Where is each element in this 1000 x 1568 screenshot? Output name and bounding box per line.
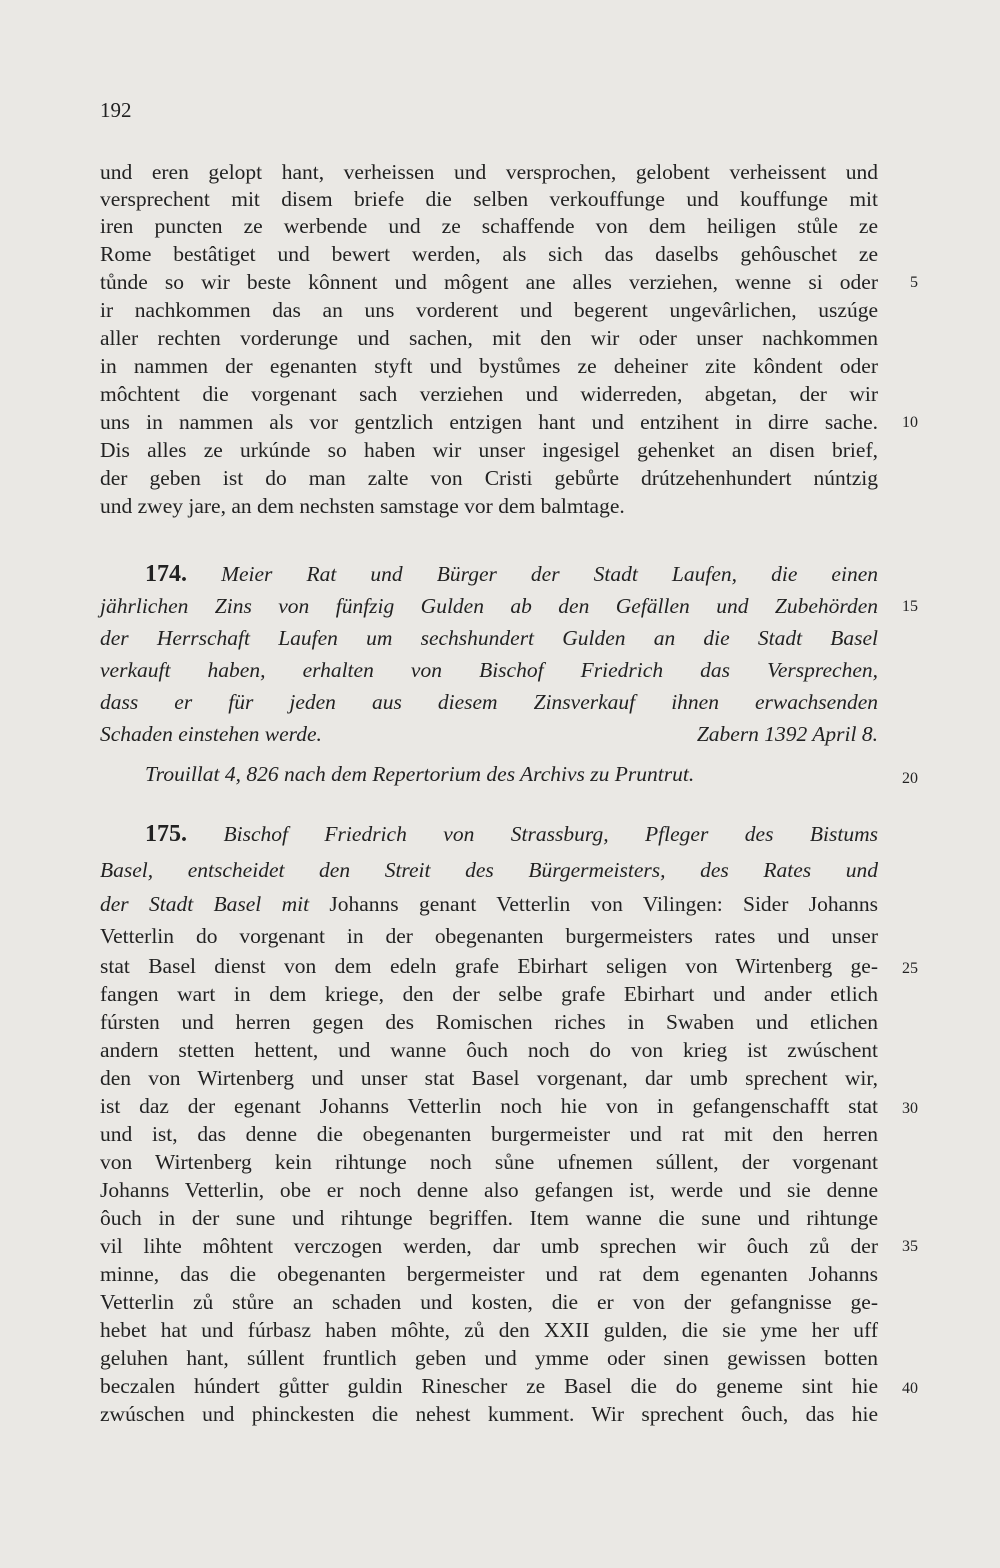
entry-body-line: zwúschen und phinckesten die nehest kumment. Wir sprechent ôuch, das hie xyxy=(100,1402,878,1426)
entry-heading-text: der Stadt Basel mit xyxy=(100,892,310,916)
body-line: ir nachkommen das an uns vorderent und begerent ungevârlichen, uszúge xyxy=(100,298,878,322)
entry-date: Zabern 1392 April 8. xyxy=(696,722,878,746)
body-line: uns in nammen als vor gentzlich entzigen hant und entzihent in dirre sache. xyxy=(100,410,878,434)
margin-line-number: 25 xyxy=(902,960,918,977)
entry-body-line: stat Basel dienst von dem edeln grafe Ebirhart seligen von Wirtenberg ge- xyxy=(100,954,878,978)
entry-number: 175. xyxy=(145,821,187,847)
margin-line-number: 20 xyxy=(902,770,918,787)
entry-heading-line xyxy=(145,560,878,588)
body-line: Rome bestâtiget und bewert werden, als sich das daselbs gehôuschet ze xyxy=(100,242,878,266)
entry-heading-line: dass er für jeden aus diesem Zinsverkauf ihnen erwachsenden xyxy=(100,690,878,714)
entry-body-line: ôuch in der sune und rihtunge begriffen. Item wanne die sune und rihtunge xyxy=(100,1206,878,1230)
entry-body-line: Johanns Vetterlin, obe er noch denne also gefangen ist, werde und sie denne xyxy=(100,1178,878,1202)
entry-body-line: den von Wirtenberg und unser stat Basel vorgenant, dar umb sprechent wir, xyxy=(100,1066,878,1090)
entry-body-line: fúrsten und herren gegen des Romischen riches in Swaben und etlichen xyxy=(100,1010,878,1034)
entry-body-text: Johanns genant Vetterlin von Vilingen: Sider Johanns xyxy=(309,892,878,916)
entry-body-line: geluhen hant, súllent fruntlich geben und ymme oder sinen gewissen botten xyxy=(100,1346,878,1370)
entry-body-line: andern stetten hettent, und wanne ôuch noch do von krieg ist zwúschent xyxy=(100,1038,878,1062)
entry-heading-text: Meier Rat und Bürger der Stadt Laufen, die einen xyxy=(221,562,878,586)
entry-number: 174. xyxy=(145,561,187,587)
body-line: versprechent mit disem briefe die selben verkouffunge und kouffunge mit xyxy=(100,187,878,211)
margin-line-number: 10 xyxy=(902,414,918,431)
body-line: iren puncten ze werbende und ze schaffende von dem heiligen stůle ze xyxy=(100,214,878,238)
entry-heading-line: verkauft haben, erhalten von Bischof Friedrich das Versprechen, xyxy=(100,658,878,682)
entry-body-line: ist daz der egenant Johanns Vetterlin noch hie von in gefangenschafft stat xyxy=(100,1094,878,1118)
body-line: tůnde so wir beste kônnent und môgent ane alles verziehen, wenne si oder xyxy=(100,270,878,294)
body-line: Dis alles ze urkúnde so haben wir unser ingesigel gehenket an disen brief, xyxy=(100,438,878,462)
body-line: môchtent die vorgenant sach verziehen und widerreden, abgetan, der wir xyxy=(100,382,878,406)
entry-heading-line: jährlichen Zins von fünfzig Gulden ab den Gefällen und Zubehörden xyxy=(100,594,878,618)
body-line: aller rechten vorderunge und sachen, mit den wir oder unser nachkommen xyxy=(100,326,878,350)
margin-line-number: 40 xyxy=(902,1380,918,1397)
body-line: der geben ist do man zalte von Cristi gebůrte drútzehenhundert núntzig xyxy=(100,466,878,490)
entry-heading-text: Bischof Friedrich von Strassburg, Pfleger des Bistums xyxy=(223,822,878,846)
entry-body-line: vil lihte môhtent verczogen werden, dar umb sprechen wir ôuch zů der xyxy=(100,1234,878,1258)
margin-line-number: 35 xyxy=(902,1238,918,1255)
body-line: in nammen der egenanten styft und bystůmes ze deheiner zite kôndent oder xyxy=(100,354,878,378)
entry-body-line: hebet hat und fúrbasz haben môhte, zů den XXII gulden, die sie yme her uff xyxy=(100,1318,878,1342)
page-number: 192 xyxy=(100,98,132,122)
margin-line-number: 5 xyxy=(910,274,918,291)
entry-heading-line: Basel, entscheidet den Streit des Bürgermeisters, des Rates und xyxy=(100,858,878,882)
entry-mixed-line xyxy=(100,890,878,918)
entry-body-line: Vetterlin do vorgenant in der obegenanten burgermeisters rates und unser xyxy=(100,924,878,948)
entry-heading-text: Schaden einstehen werde. xyxy=(100,722,322,746)
margin-line-number: 30 xyxy=(902,1100,918,1117)
entry-source: Trouillat 4, 826 nach dem Repertorium des Archivs zu Pruntrut. xyxy=(145,762,695,786)
entry-body-line: fangen wart in dem kriege, den der selbe grafe Ebirhart und ander etlich xyxy=(100,982,878,1006)
entry-body-line: und ist, das denne die obegenanten burgermeister und rat mit den herren xyxy=(100,1122,878,1146)
entry-body-line: minne, das die obegenanten bergermeister und rat dem egenanten Johanns xyxy=(100,1262,878,1286)
body-line: und eren gelopt hant, verheissen und versprochen, gelobent verheissent und xyxy=(100,160,878,184)
entry-body-line: von Wirtenberg kein rihtunge noch sůne ufnemen súllent, der vorgenant xyxy=(100,1150,878,1174)
entry-heading-line xyxy=(145,820,878,848)
margin-line-number: 15 xyxy=(902,598,918,615)
entry-heading-line: der Herrschaft Laufen um sechshundert Gulden an die Stadt Basel xyxy=(100,626,878,650)
body-line: und zwey jare, an dem nechsten samstage vor dem balmtage. xyxy=(100,494,625,518)
entry-body-line: beczalen húndert gůtter guldin Rinescher ze Basel die do geneme sint hie xyxy=(100,1374,878,1398)
entry-heading-line xyxy=(100,720,878,748)
entry-body-line: Vetterlin zů stůre an schaden und kosten, die er von der gefangnisse ge- xyxy=(100,1290,878,1314)
